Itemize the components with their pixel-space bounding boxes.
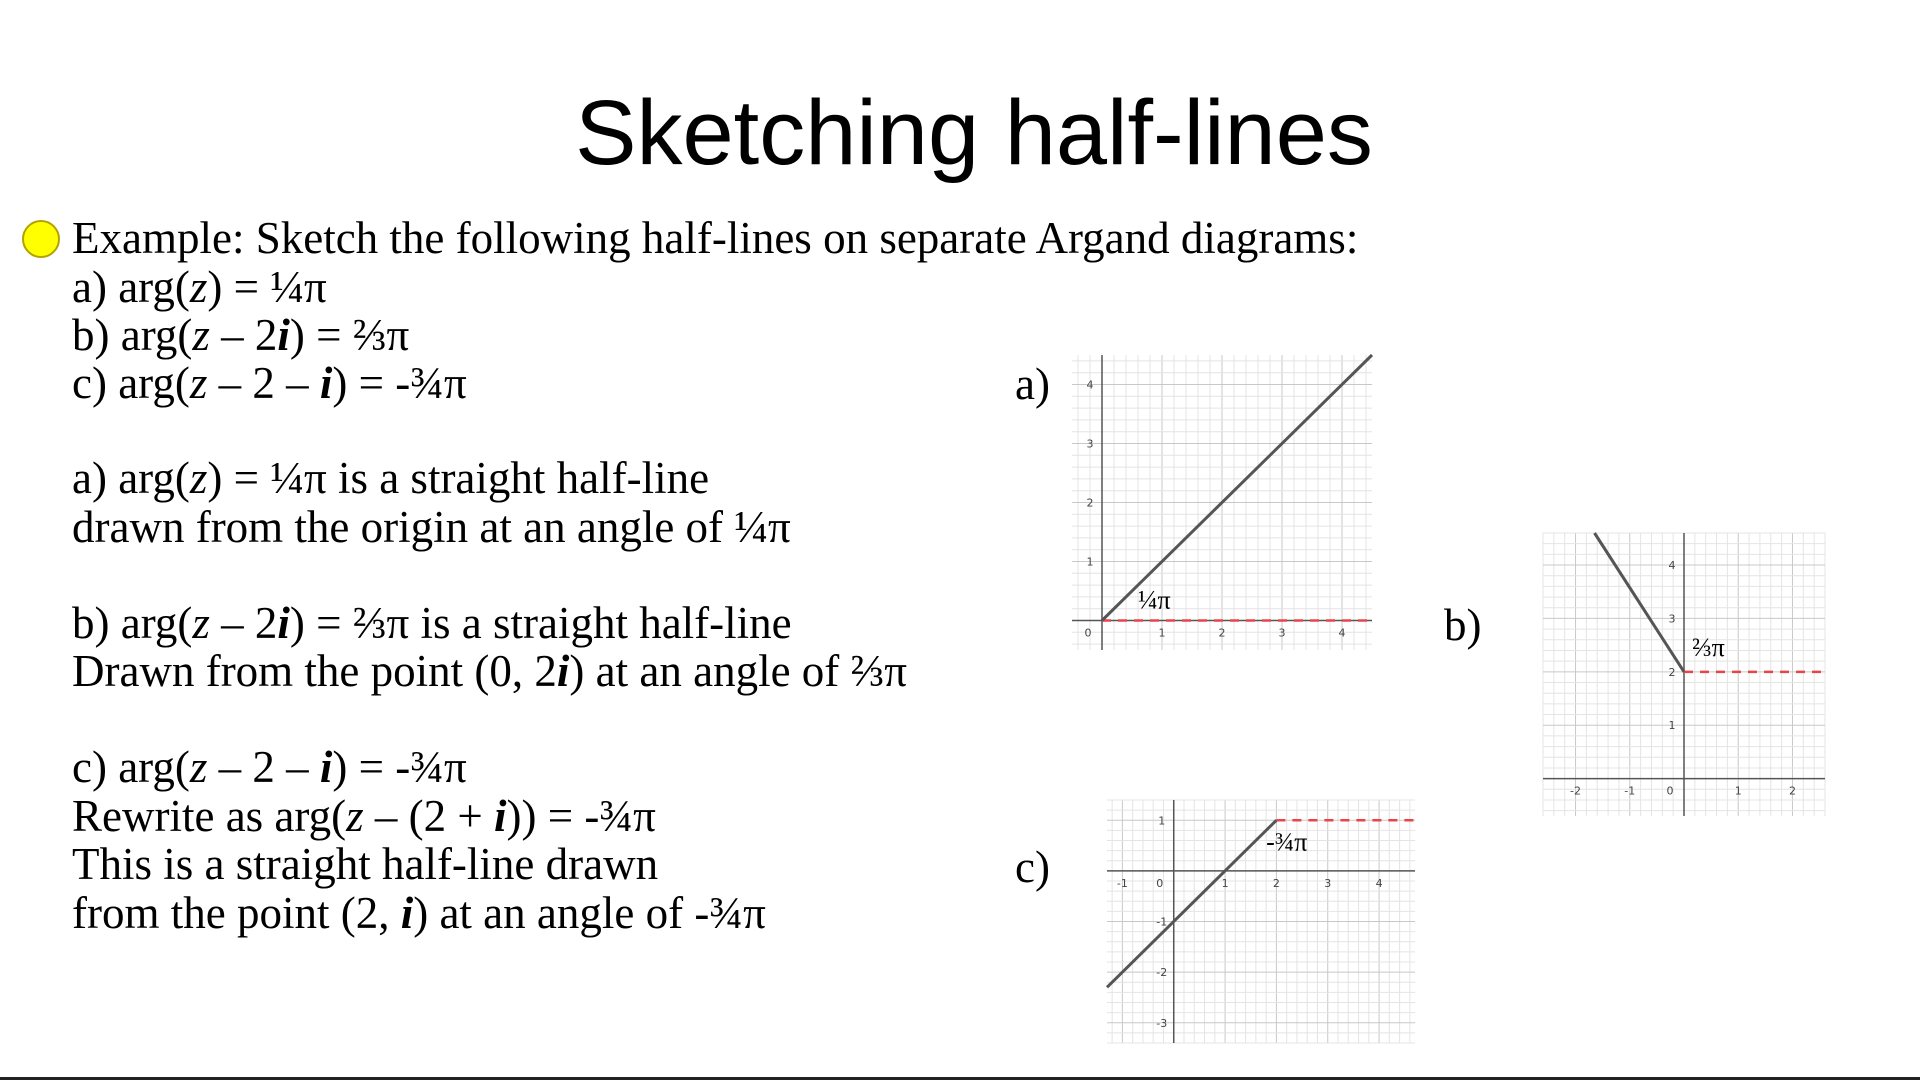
half-line	[1102, 355, 1372, 621]
x-tick-label: 1	[1734, 784, 1742, 798]
y-tick-label: -1	[1156, 915, 1168, 929]
x-tick-label: 2	[1272, 876, 1280, 890]
y-tick-label: 4	[1668, 559, 1676, 573]
angle-label: ¼π	[1138, 585, 1171, 615]
y-tick-label: 1	[1158, 814, 1166, 828]
x-tick-label: 1	[1221, 876, 1229, 890]
intro-text: Example: Sketch the following half-lines on separate Argand diagrams:	[72, 213, 1359, 263]
argand-diagram-b	[1543, 533, 1825, 816]
y-tick-label: 3	[1086, 437, 1094, 451]
explanation-c-line1: c) arg(z – 2 – i) = -¾π	[72, 742, 467, 792]
x-tick-label: 2	[1788, 784, 1796, 798]
y-tick-label: 4	[1086, 378, 1094, 392]
explanation-b-line2: Drawn from the point (0, 2i) at an angle of ⅔π	[72, 646, 908, 696]
explanation-c-line4: from the point (2, i) at an angle of -¾π	[72, 888, 766, 938]
question-c: c) arg(z – 2 – i) = -¾π	[72, 358, 467, 408]
x-tick-label: 0	[1666, 784, 1674, 798]
x-tick-label: -1	[1116, 876, 1128, 890]
x-tick-label: 0	[1084, 626, 1092, 640]
bullet-icon	[22, 220, 60, 258]
x-tick-label: 4	[1338, 626, 1346, 640]
explanation-c-line2: Rewrite as arg(z – (2 + i)) = -¾π	[72, 791, 656, 841]
argand-diagram-c	[1107, 800, 1415, 1043]
y-tick-label: 2	[1668, 665, 1676, 679]
x-tick-label: 0	[1156, 876, 1164, 890]
y-tick-label: 3	[1668, 612, 1676, 626]
x-tick-label: 4	[1375, 876, 1383, 890]
x-tick-label: -1	[1624, 784, 1636, 798]
question-b: b) arg(z – 2i) = ⅔π	[72, 310, 410, 360]
x-tick-label: 3	[1278, 626, 1286, 640]
x-tick-label: 1	[1158, 626, 1166, 640]
diagram-label-c: c)	[1015, 842, 1050, 892]
x-tick-label: 3	[1324, 876, 1332, 890]
explanation-b-line1: b) arg(z – 2i) = ⅔π is a straight half-line	[72, 598, 792, 648]
explanation-c-line3: This is a straight half-line drawn	[72, 839, 659, 889]
x-tick-label: 2	[1218, 626, 1226, 640]
diagram-label-a: a)	[1015, 359, 1050, 409]
page-title: Sketching half-lines	[575, 82, 1373, 184]
angle-label: -¾π	[1266, 827, 1308, 857]
explanation-a-line1: a) arg(z) = ¼π is a straight half-line	[72, 453, 710, 503]
y-tick-label: 1	[1668, 719, 1676, 733]
argand-diagram-a	[1072, 355, 1372, 650]
explanation-a-line2: drawn from the origin at an angle of ¼π	[72, 502, 791, 552]
question-a: a) arg(z) = ¼π	[72, 262, 327, 312]
y-tick-label: -2	[1156, 966, 1168, 980]
y-tick-label: 2	[1086, 496, 1094, 510]
y-tick-label: -3	[1156, 1016, 1168, 1030]
diagram-label-b: b)	[1444, 600, 1482, 650]
y-tick-label: 1	[1086, 555, 1094, 569]
x-tick-label: -2	[1570, 784, 1582, 798]
angle-label: ⅔π	[1692, 632, 1725, 662]
